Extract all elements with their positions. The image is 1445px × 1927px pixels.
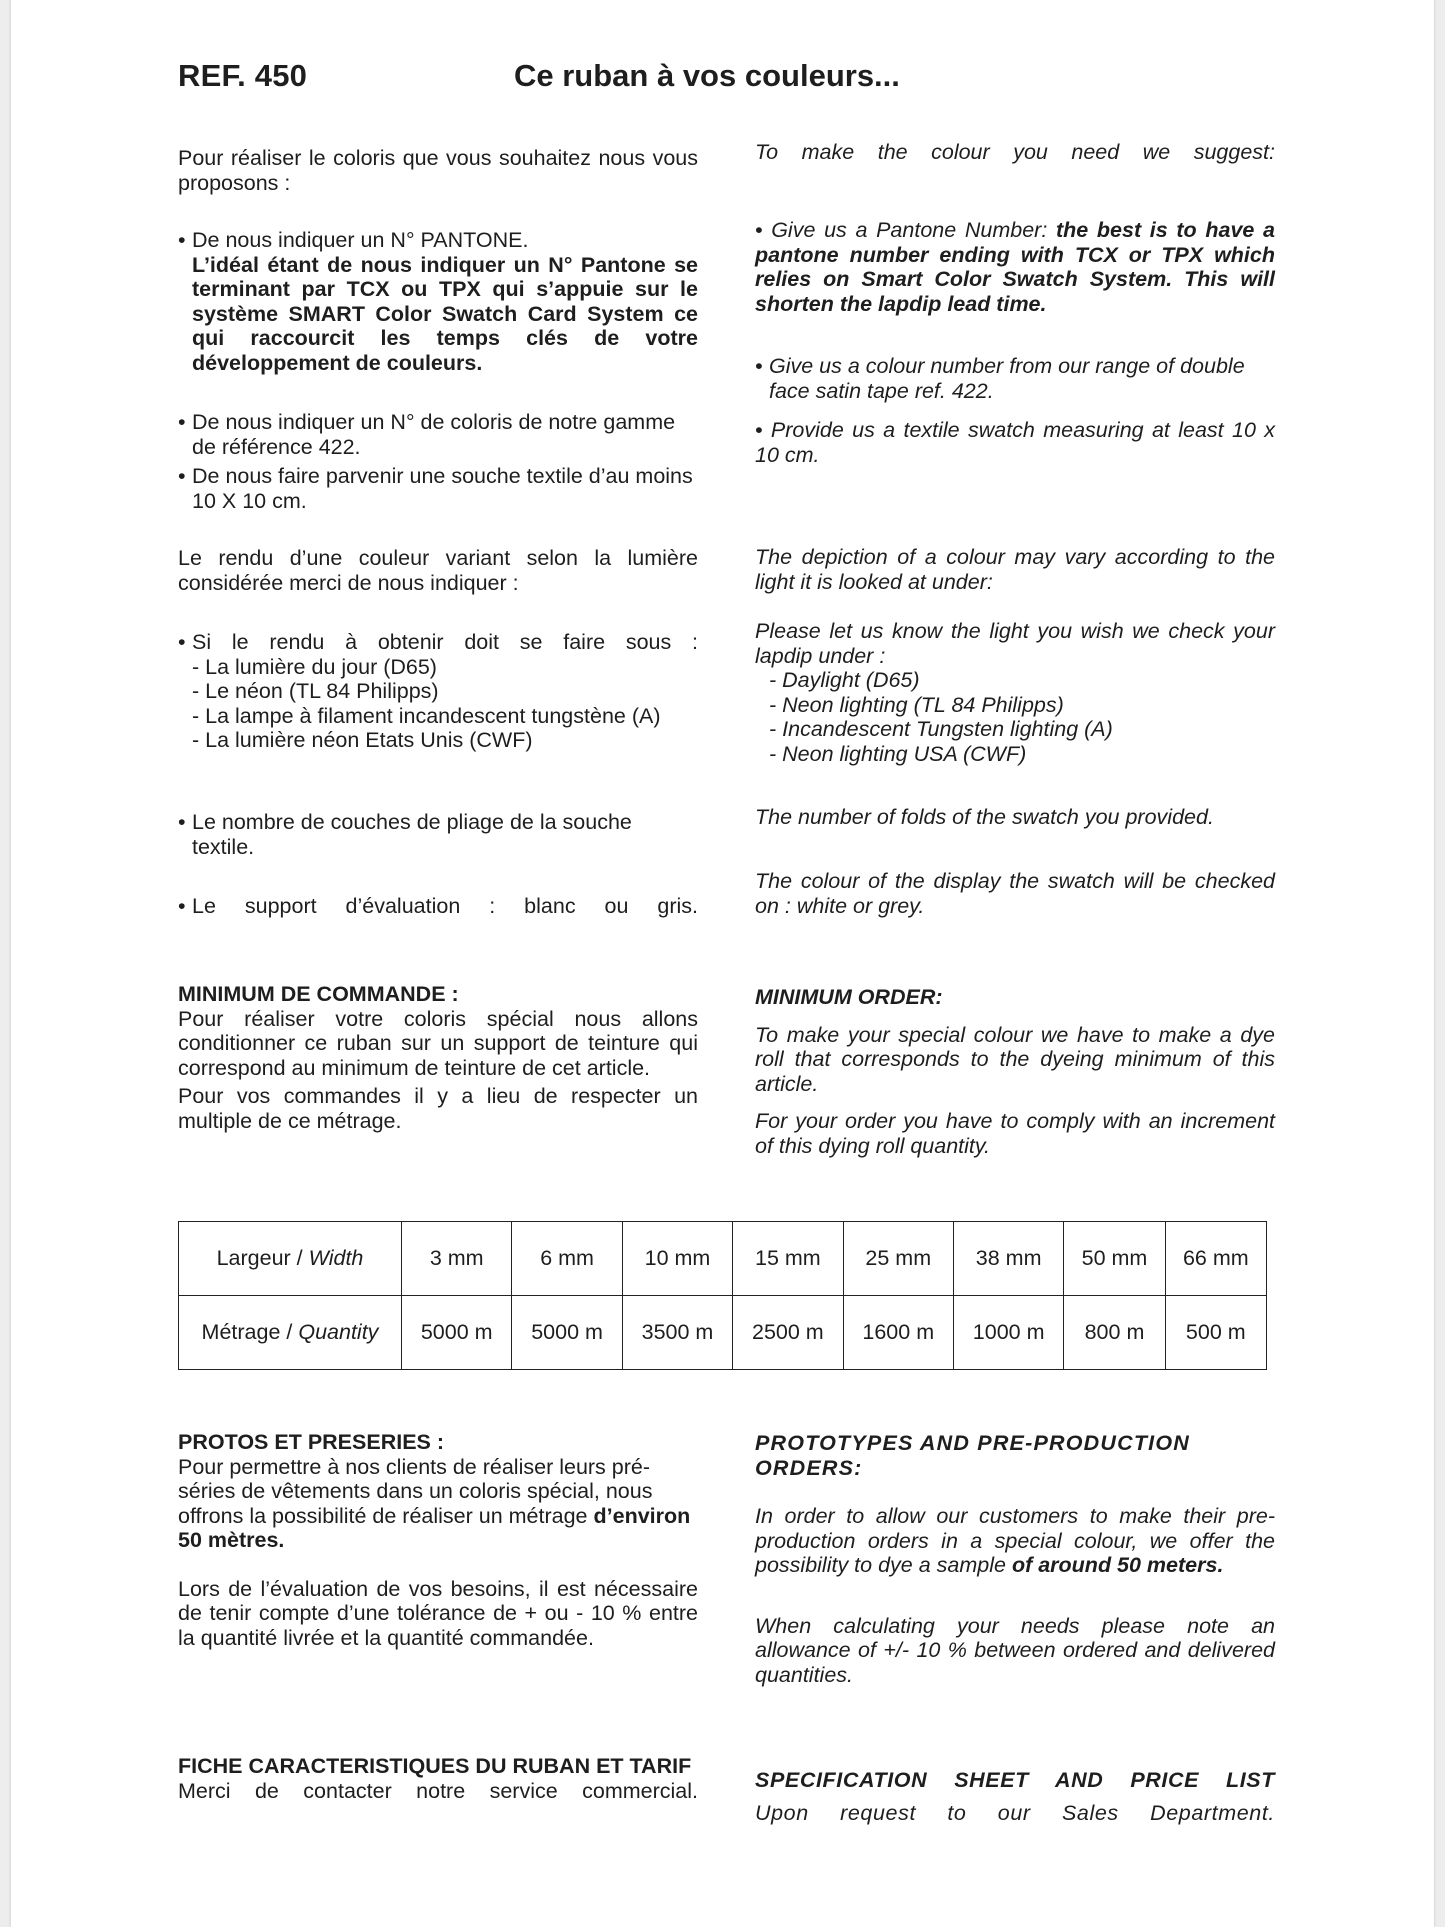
- fr-support-text: • Le support d’évaluation : blanc ou gris.: [178, 894, 698, 919]
- width-quantity-table: [178, 1221, 1267, 1370]
- en-minimum-p1: To make your special colour we have to make a dye roll that corresponds to the dyeing minimum of this article.: [755, 1022, 1275, 1096]
- quantity-cell: 1000 m: [953, 1296, 1063, 1370]
- fr-fiche-heading: FICHE CARACTERISTIQUES DU RUBAN ET TARIF: [178, 1754, 692, 1778]
- fr-folds: [178, 810, 698, 859]
- fr-light-list: [178, 630, 698, 753]
- fr-light-item: - La lumière néon Etats Unis (CWF): [192, 728, 533, 752]
- document-page: [11, 0, 1434, 1927]
- fr-bullet-range: [178, 410, 698, 459]
- quantity-label-fr: Métrage /: [201, 1320, 293, 1344]
- width-cell: 25 mm: [843, 1222, 953, 1296]
- fr-minimum-p2: Pour vos commandes il y a lieu de respecter un multiple de ce métrage.: [178, 1084, 698, 1133]
- width-cell: 10 mm: [622, 1222, 732, 1296]
- fr-folds-text: • Le nombre de couches de pliage de la souche textile.: [178, 810, 698, 859]
- en-spec-section: [755, 1768, 1275, 1825]
- fr-bullet-swatch: [178, 464, 698, 513]
- fr-protos-heading: PROTOS ET PRESERIES :: [178, 1430, 445, 1454]
- fr-light-item: - Le néon (TL 84 Philipps): [192, 679, 439, 703]
- width-label-cell: [179, 1222, 402, 1296]
- fr-bullet-2: • De nous indiquer un N° de coloris de notre gamme de référence 422.: [178, 410, 698, 459]
- fr-bullet-1: • De nous indiquer un N° PANTONE.: [178, 228, 698, 253]
- quantity-cell: 5000 m: [402, 1296, 512, 1370]
- width-cell: 66 mm: [1165, 1222, 1266, 1296]
- en-support-text: The colour of the display the swatch will be checked on : white or grey.: [755, 869, 1275, 918]
- en-minimum-section: [755, 985, 1275, 1158]
- fr-protos-p1-text: Pour permettre à nos clients de réaliser leurs pré-séries de vêtements dans un coloris spécial, nous offrons la possibilité de réaliser un métrage: [178, 1454, 653, 1528]
- page-title: Ce ruban à vos couleurs...: [514, 58, 900, 93]
- en-bullet-3-text: Provide us a textile swatch measuring at least 10 x 10 cm.: [755, 418, 1275, 467]
- quantity-cell: 5000 m: [512, 1296, 622, 1370]
- en-minimum-p2: For your order you have to comply with an increment of this dying roll quantity.: [755, 1109, 1275, 1158]
- fr-light-intro: [178, 546, 698, 595]
- fr-support: [178, 894, 698, 919]
- width-cell: 3 mm: [402, 1222, 512, 1296]
- fr-bullet-pantone: [178, 228, 698, 375]
- fr-light-item: - La lumière du jour (D65): [192, 654, 437, 679]
- en-light-item: - Neon lighting USA (CWF): [769, 741, 1027, 766]
- fr-light-intro-text: Le rendu d’une couleur variant selon la lumière considérée merci de nous indiquer :: [178, 546, 698, 595]
- fr-bullet-1-bold: L’idéal étant de nous indiquer un N° Pantone se terminant par TCX ou TPX qui s’appuie sur le système SMART Color Swatch Card System ce qui raccourcit les temps clés de votre développement de couleurs.: [192, 252, 698, 375]
- en-protos-p1-bold: of around 50 meters.: [1011, 1553, 1224, 1577]
- fr-light-item: - La lampe à filament incandescent tungstène (A): [192, 703, 661, 728]
- en-protos-p1: [755, 1504, 1275, 1578]
- en-bullet-1-text: Give us a Pantone Number:: [771, 218, 1048, 242]
- en-light-item: - Neon lighting (TL 84 Philipps): [769, 692, 1064, 717]
- width-cell: 15 mm: [733, 1222, 843, 1296]
- en-light-item: - Daylight (D65): [769, 668, 920, 692]
- en-protos-section: [755, 1431, 1275, 1687]
- en-folds: [755, 805, 1275, 830]
- en-light-list: [755, 619, 1275, 766]
- fr-protos-p2: Lors de l’évaluation de vos besoins, il est nécessaire de tenir compte d’une tolérance de + ou - 10 % entre la quantité livrée et la quantité commandée.: [178, 1576, 698, 1650]
- en-light-intro-text: The depiction of a colour may vary according to the light it is looked at under:: [755, 545, 1275, 594]
- fr-intro-text: Pour réaliser le coloris que vous souhaitez nous vous proposons :: [178, 146, 698, 195]
- en-bullet-swatch: [755, 418, 1275, 467]
- quantity-cell: 800 m: [1064, 1296, 1165, 1370]
- quantity-label-cell: [179, 1296, 402, 1370]
- fr-protos-p1: [178, 1455, 698, 1553]
- en-bullet-1: • Give us a Pantone Number: the best is to have a pantone number ending with TCX or TPX which relies on Smart Color Swatch System. This will shorten the lapdip lead time.: [755, 218, 1275, 316]
- en-minimum-heading: MINIMUM ORDER:: [755, 985, 943, 1009]
- en-bullet-2: • Give us a colour number from our range of double face satin tape ref. 422.: [755, 354, 1275, 403]
- quantity-label-en: Quantity: [298, 1320, 379, 1344]
- en-support: [755, 869, 1275, 918]
- fr-bullet-3: • De nous faire parvenir une souche textile d’au moins 10 X 10 cm.: [178, 464, 698, 513]
- width-cell: 6 mm: [512, 1222, 622, 1296]
- table-row-quantity: [179, 1296, 1267, 1370]
- quantity-cell: 1600 m: [843, 1296, 953, 1370]
- fr-fiche-section: [178, 1754, 698, 1803]
- en-light-item: - Incandescent Tungsten lighting (A): [769, 717, 1113, 741]
- fr-protos-p1-bold: d’environ 50 mètres.: [178, 1503, 691, 1552]
- table-row-width: [179, 1222, 1267, 1296]
- fr-minimum-section: [178, 982, 698, 1133]
- quantity-cell: 2500 m: [733, 1296, 843, 1370]
- en-light-intro-2: Please let us know the light you wish we check your lapdip under :: [755, 619, 1275, 668]
- width-label-en: Width: [308, 1246, 364, 1270]
- en-light-intro: [755, 545, 1275, 594]
- width-cell: 50 mm: [1064, 1222, 1165, 1296]
- en-folds-text: The number of folds of the swatch you provided.: [755, 805, 1214, 829]
- quantity-cell: 3500 m: [622, 1296, 732, 1370]
- en-intro-text: To make the colour you need we suggest:: [755, 140, 1275, 164]
- fr-minimum-p1: Pour réaliser votre coloris spécial nous allons conditionner ce ruban sur un support de teinture qui correspond au minimum de teinture de cet article.: [178, 1006, 698, 1080]
- en-bullet-range: [755, 354, 1275, 403]
- en-protos-p1-text: In order to allow our customers to make their pre-production orders in a special colour, we offer the possibility to dye a sample: [755, 1504, 1275, 1577]
- width-cell: 38 mm: [953, 1222, 1063, 1296]
- en-bullet-3: • Provide us a textile swatch measuring at least 10 x 10 cm.: [755, 418, 1275, 467]
- reference-number: REF. 450: [178, 58, 308, 93]
- fr-intro: [178, 146, 698, 195]
- width-label-fr: Largeur /: [216, 1246, 303, 1270]
- en-intro: [755, 140, 1275, 165]
- en-spec-text: Upon request to our Sales Department.: [755, 1800, 1275, 1825]
- en-bullet-pantone: [755, 218, 1275, 316]
- fr-fiche-text: Merci de contacter notre service commercial.: [178, 1778, 698, 1803]
- fr-protos-section: [178, 1430, 698, 1650]
- fr-light-bullet: • Si le rendu à obtenir doit se faire sous :: [178, 630, 698, 655]
- en-protos-p2: When calculating your needs please note an allowance of +/- 10 % between ordered and delivered quantities.: [755, 1613, 1275, 1687]
- en-bullet-1-bold: the best is to have a pantone number ending with TCX or TPX which relies on Smart Color Swatch System. This will shorten the lapdip lead time.: [755, 218, 1275, 316]
- en-protos-heading: PROTOTYPES AND PRE-PRODUCTION ORDERS:: [755, 1431, 1190, 1480]
- en-spec-heading: SPECIFICATION SHEET AND PRICE LIST: [755, 1768, 1275, 1792]
- quantity-cell: 500 m: [1165, 1296, 1266, 1370]
- fr-minimum-heading: MINIMUM DE COMMANDE :: [178, 982, 459, 1006]
